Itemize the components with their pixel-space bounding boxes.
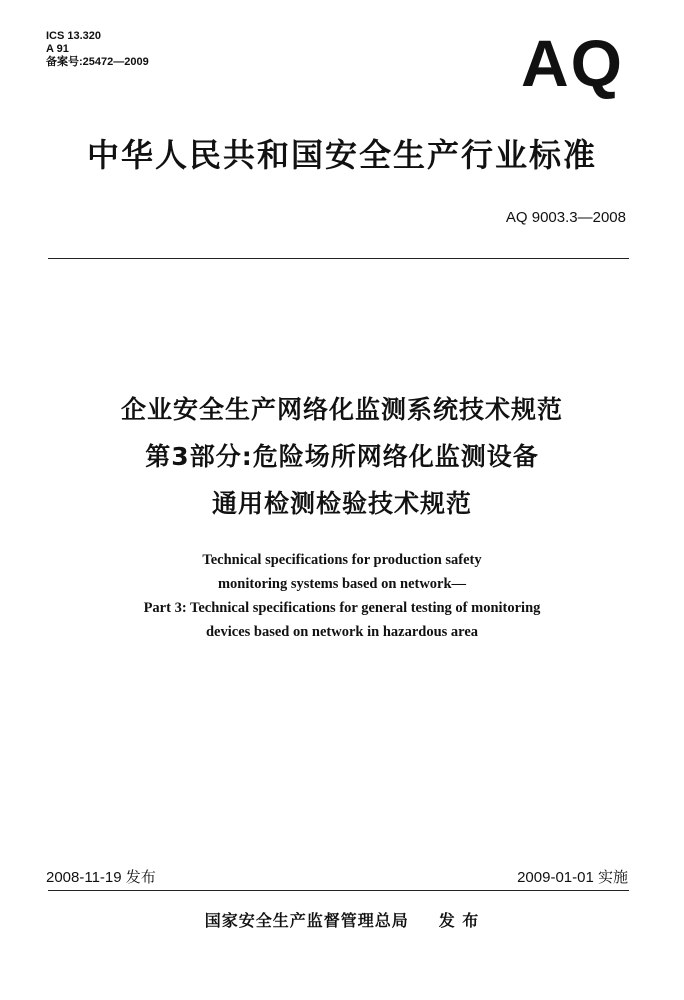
issuer-name: 国家安全生产监督管理总局	[204, 911, 409, 930]
top-divider	[48, 258, 629, 259]
issuer-line	[0, 908, 684, 931]
record-number: 备案号:25472—2009	[46, 56, 149, 68]
bottom-divider	[48, 890, 629, 891]
title-zh-line-1: 企业安全生产网络化监测系统技术规范	[120, 395, 563, 424]
standard-number: AQ 9003.3—2008	[505, 209, 626, 226]
title-zh-line-2: 第3部分:危险场所网络化监测设备	[145, 442, 539, 471]
title-en-line-1: Technical specifications for production safety	[202, 552, 482, 568]
issuer-action: 发 布	[438, 911, 480, 930]
title-en-line-2: monitoring systems based on network—	[217, 576, 467, 592]
standard-type: 中华人民共和国安全生产行业标准	[86, 136, 597, 174]
implementation-date: 2009-01-01 实施	[517, 869, 628, 886]
issue-date: 2008-11-19 发布	[46, 869, 156, 886]
title-zh-line-3: 通用检测检验技术规范	[211, 489, 472, 518]
title-en-line-3: Part 3: Technical specifications for general testing of monitoring	[143, 600, 541, 616]
ics-code: ICS 13.320	[46, 30, 102, 42]
title-en-line-4: devices based on network in hazardous area	[205, 624, 479, 640]
aq-logo: AQ	[521, 26, 624, 100]
ccs-code: A 91	[46, 43, 69, 55]
